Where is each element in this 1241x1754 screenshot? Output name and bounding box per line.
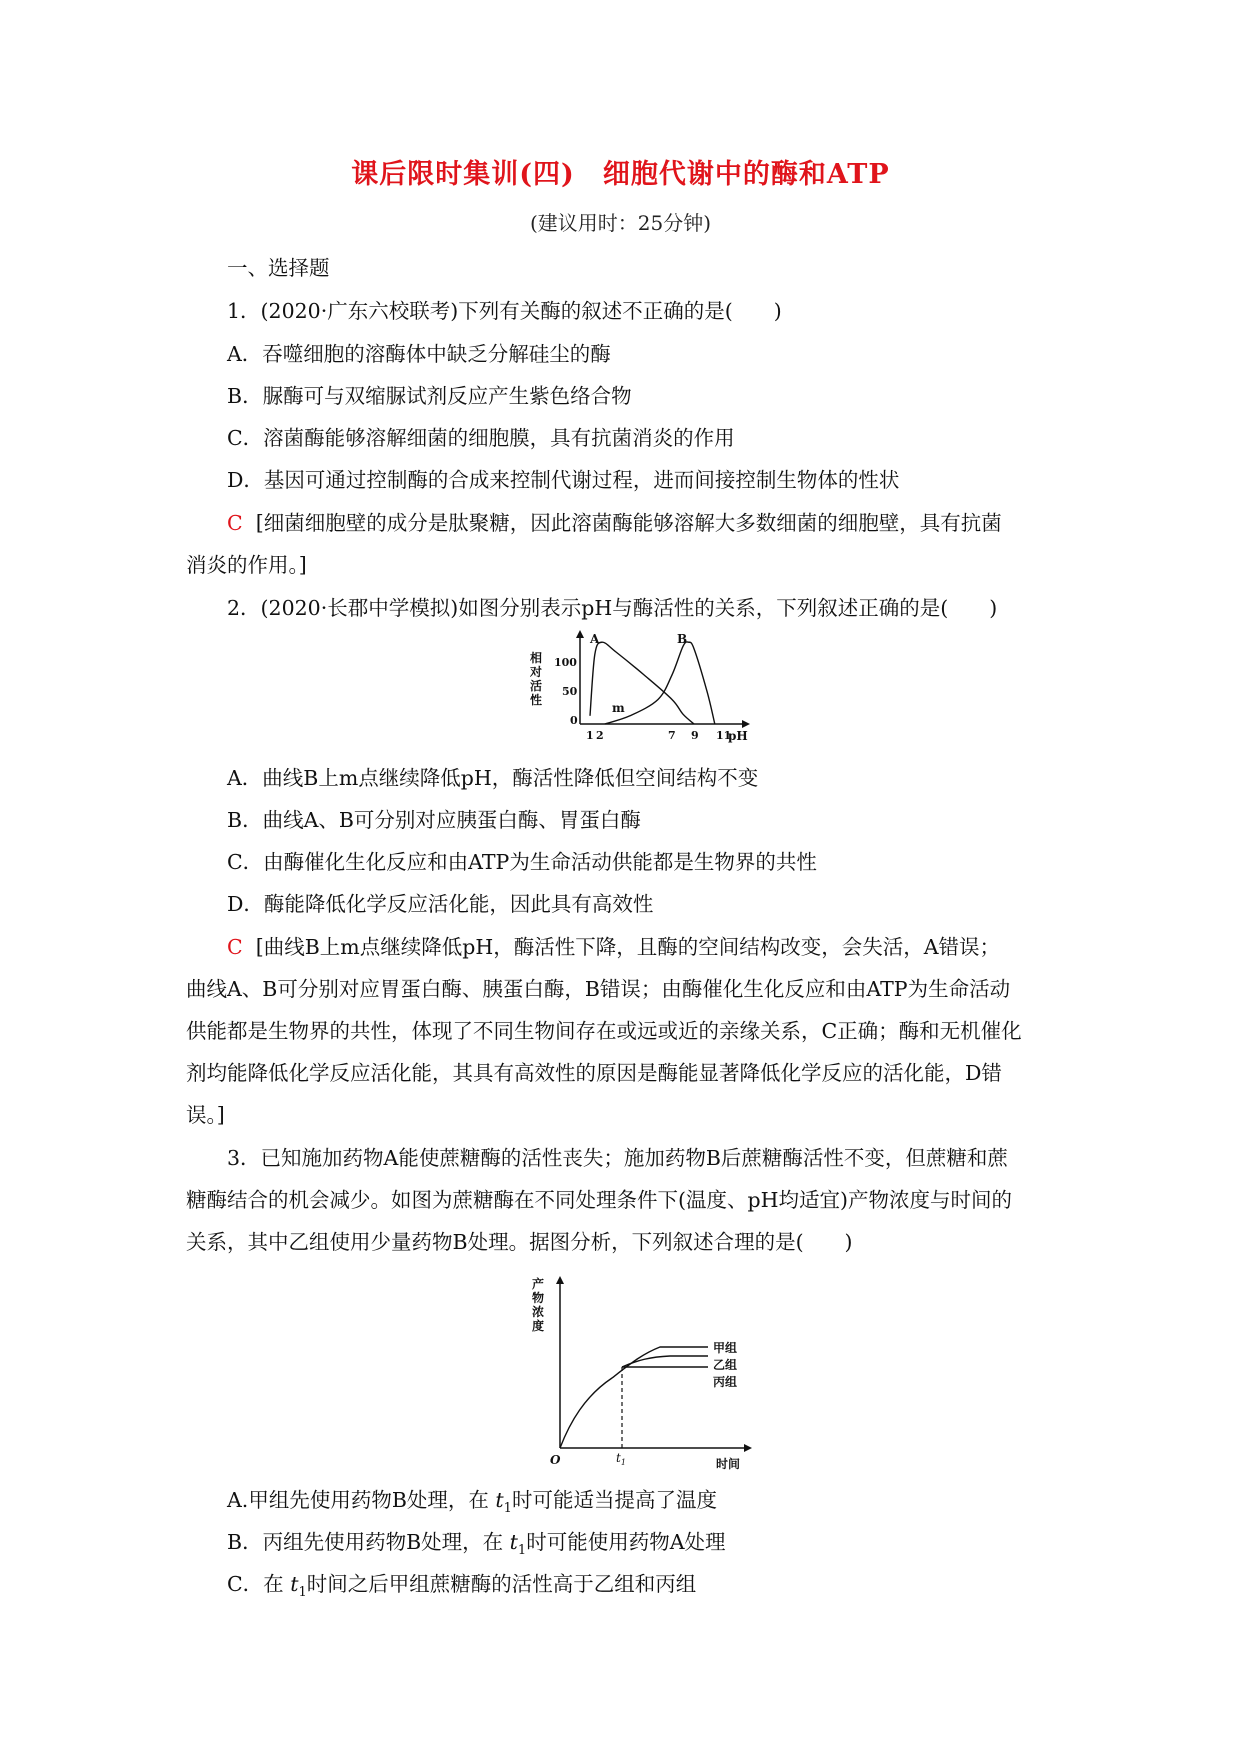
point-m-label: m bbox=[612, 701, 625, 715]
q3-option-c bbox=[227, 1570, 696, 1607]
series-label-yi: 乙组 bbox=[713, 1358, 738, 1372]
q2-option-a: A．曲线B上m点继续降低pH，酶活性降低但空间结构不变 bbox=[227, 766, 759, 790]
q1-stem: 1．(2020·广东六校联考)下列有关酶的叙述不正确的是( ) bbox=[227, 299, 782, 323]
q3-option-b-post: 时可能使用药物A处理 bbox=[526, 1530, 726, 1554]
ylabel-char-1: 产 bbox=[532, 1277, 545, 1291]
q1-option-a: A．吞噬细胞的溶酶体中缺乏分解硅尘的酶 bbox=[227, 342, 611, 366]
product-time-chart bbox=[530, 1272, 770, 1472]
y-tick-100: 100 bbox=[554, 656, 577, 669]
series-label-jia: 甲组 bbox=[713, 1341, 738, 1355]
q1-option-d: D．基因可通过控制酶的合成来控制代谢过程，进而间接控制生物体的性状 bbox=[227, 468, 900, 492]
y-tick-50: 50 bbox=[562, 685, 578, 698]
q3-option-a-post: 时可能适当提高了温度 bbox=[511, 1488, 717, 1512]
q2-explanation-1: [曲线B上m点继续降低pH，酶活性下降，且酶的空间结构改变，会失活，A错误； bbox=[255, 935, 1001, 959]
q2-explanation-3: 供能都是生物界的共性，体现了不同生物间存在或远或近的亲缘关系，C正确；酶和无机催化 bbox=[186, 1019, 1022, 1043]
q3-option-c-post: 时间之后甲组蔗糖酶的活性高于乙组和丙组 bbox=[306, 1572, 697, 1596]
q2-stem: 2．(2020·长郡中学模拟)如图分别表示pH与酶活性的关系，下列叙述正确的是( ) bbox=[227, 596, 998, 620]
q3-option-c-pre: C．在 bbox=[227, 1572, 284, 1596]
curve-b-label: B bbox=[677, 632, 688, 646]
ylabel-char-2: 对 bbox=[530, 665, 543, 679]
q1-option-b: B．脲酶可与双缩脲试剂反应产生紫色络合物 bbox=[227, 384, 632, 408]
ylabel-char-3: 浓 bbox=[532, 1305, 545, 1319]
q3-option-a-pre: A.甲组先使用药物B处理，在 bbox=[227, 1488, 489, 1512]
q1-explanation-1: [细菌细胞壁的成分是肽聚糖，因此溶菌酶能够溶解大多数细菌的细胞壁，具有抗菌 bbox=[255, 511, 1002, 535]
x-axis-label: pH bbox=[728, 729, 748, 743]
y-axis-label bbox=[530, 650, 546, 707]
q3-option-a-t-sub: 1 bbox=[503, 1501, 512, 1517]
ylabel-char-1: 相 bbox=[530, 651, 543, 665]
q3-stem-3: 关系，其中乙组使用少量药物B处理。据图分析，下列叙述合理的是( ) bbox=[186, 1230, 853, 1254]
q2-option-c: C．由酶催化生化反应和由ATP为生命活动供能都是生物界的共性 bbox=[227, 850, 817, 874]
q3-option-a bbox=[227, 1486, 717, 1523]
page-title: 课后限时集训(四) 细胞代谢中的酶和ATP bbox=[351, 159, 890, 190]
q2-option-b: B．曲线A、B可分别对应胰蛋白酶、胃蛋白酶 bbox=[227, 808, 641, 832]
origin-label: O bbox=[550, 1453, 561, 1467]
q1-option-c: C．溶菌酶能够溶解细菌的细胞膜，具有抗菌消炎的作用 bbox=[227, 426, 735, 450]
ph-activity-chart bbox=[530, 628, 760, 748]
y-axis-arrow bbox=[576, 630, 584, 638]
curve-a-label: A bbox=[590, 632, 600, 646]
q3-option-c-t: t bbox=[290, 1572, 299, 1596]
ylabel-char-3: 活 bbox=[530, 679, 543, 693]
y-tick-0: 0 bbox=[570, 714, 578, 727]
q2-explanation-4: 剂均能降低化学反应活化能，其具有高效性的原因是酶能显著降低化学反应的活化能，D错 bbox=[186, 1061, 1002, 1085]
series-label-bing: 丙组 bbox=[713, 1375, 738, 1389]
q2-option-d: D．酶能降低化学反应活化能，因此具有高效性 bbox=[227, 892, 654, 916]
page-subtitle: (建议用时：25分钟) bbox=[529, 211, 712, 235]
q2-answer-letter: C bbox=[227, 935, 243, 959]
x-tick-labels bbox=[586, 729, 731, 742]
q1-answer-letter: C bbox=[227, 511, 243, 535]
x-tick-1: 1 bbox=[586, 729, 594, 742]
q3-stem-1: 3．已知施加药物A能使蔗糖酶的活性丧失；施加药物B后蔗糖酶活性不变，但蔗糖和蔗 bbox=[227, 1146, 1008, 1170]
curve-yi bbox=[622, 1356, 708, 1367]
q3-option-b-t-sub: 1 bbox=[517, 1543, 527, 1559]
x-tick-11: 11 bbox=[716, 729, 732, 742]
ylabel-char-2: 物 bbox=[532, 1291, 545, 1305]
x-tick-2: 2 bbox=[596, 729, 604, 742]
x-tick-t1: $t_1$ bbox=[616, 1451, 626, 1467]
q2-explanation-2: 曲线A、B可分别对应胃蛋白酶、胰蛋白酶，B错误；由酶催化生化反应和由ATP为生命活动 bbox=[186, 977, 1011, 1001]
q3-option-c-t-sub: 1 bbox=[298, 1585, 307, 1601]
q3-option-b-t: t bbox=[509, 1530, 518, 1554]
q1-answer bbox=[227, 509, 1002, 537]
q3-option-a-t: t bbox=[495, 1488, 504, 1512]
x-tick-9: 9 bbox=[691, 729, 699, 742]
q2-explanation-5: 误。] bbox=[186, 1103, 225, 1127]
ylabel-char-4: 性 bbox=[530, 693, 543, 707]
section-heading: 一、选择题 bbox=[227, 256, 330, 280]
ylabel-char-4: 度 bbox=[532, 1319, 545, 1333]
curve-a bbox=[590, 642, 694, 724]
q3-stem-2: 糖酶结合的机会减少。如图为蔗糖酶在不同处理条件下(温度、pH均适宜)产物浓度与时间的 bbox=[186, 1188, 1012, 1212]
x-axis-label: 时间 bbox=[716, 1457, 741, 1471]
q3-option-b-pre: B．丙组先使用药物B处理，在 bbox=[227, 1530, 504, 1554]
y-axis-label bbox=[532, 1276, 548, 1333]
x-axis-arrow bbox=[742, 720, 750, 728]
q2-answer bbox=[227, 933, 1000, 961]
y-axis-arrow bbox=[556, 1276, 564, 1284]
q3-option-b bbox=[227, 1528, 726, 1565]
x-tick-7: 7 bbox=[668, 729, 676, 742]
q1-explanation-2: 消炎的作用。] bbox=[186, 553, 307, 577]
x-axis-arrow bbox=[744, 1444, 752, 1452]
